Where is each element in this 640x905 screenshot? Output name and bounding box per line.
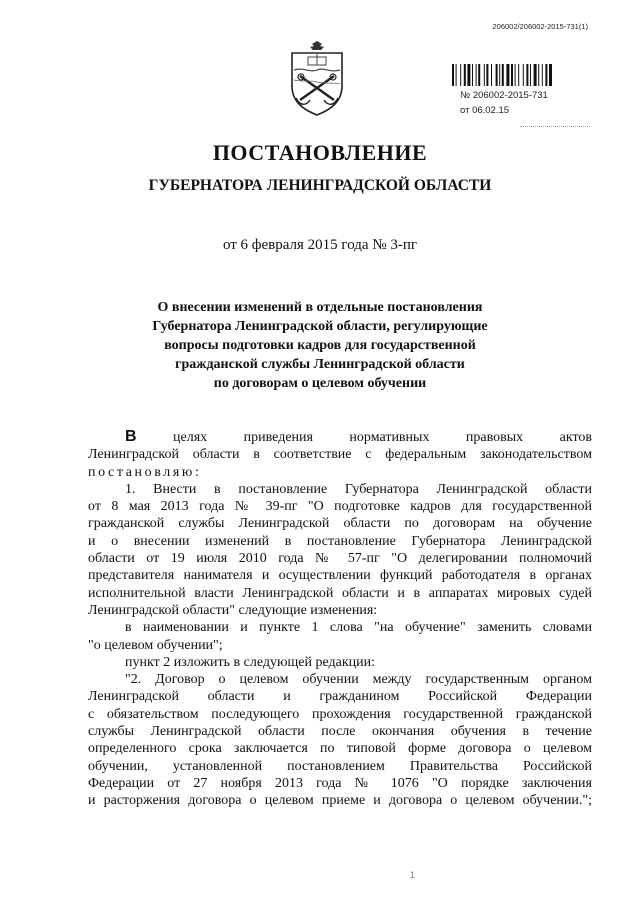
body-line: Ленинградской области в соответствие с федеральным законодательством bbox=[88, 447, 592, 463]
body-line: определенного срока заключается по типовой форме договора о целевом bbox=[88, 741, 592, 757]
body-line: с обязательством последующего прохождения государственной гражданской bbox=[88, 706, 592, 722]
body-line: службы Ленинградской области после окончания обучения в течение bbox=[88, 724, 592, 740]
dotted-divider bbox=[520, 126, 590, 127]
body-line: Ленинградской области и гражданином Российской Федерации bbox=[88, 689, 592, 705]
body-line: и расторжения договора о целевом приеме и договора о целевом обучении."; bbox=[88, 793, 592, 809]
subject-line: по договорам о целевом обучении bbox=[213, 376, 427, 391]
subject-line: вопросы подготовки кадров для государственной bbox=[164, 338, 476, 353]
issuer-subtitle: ГУБЕРНАТОРА ЛЕНИНГРАДСКОЙ ОБЛАСТИ bbox=[148, 177, 492, 194]
body-line: от 8 мая 2013 года № 39-пг "О подготовке кадров для государственной bbox=[88, 499, 592, 515]
decree-body bbox=[88, 428, 592, 810]
body-line: в наименовании и пункте 1 слова "на обучение" заменить словами bbox=[125, 620, 592, 636]
body-line: обучении, установленной постановлением Правительства Российской bbox=[88, 758, 592, 774]
body-line: и о внесении изменений в постановление Губернатора Ленинградской bbox=[88, 533, 592, 549]
body-line: пункт 2 изложить в следующей редакции: bbox=[125, 654, 375, 670]
body-line: исполнительной власти Ленинградской области и в аппаратах мировых судей bbox=[88, 585, 592, 601]
document-id: 206002/206002-2015-731(1) bbox=[492, 22, 588, 31]
body-line: представителя нанимателя и осуществлении функций работодателя в органах bbox=[88, 568, 592, 584]
body-line: 1. Внести в постановление Губернатора Ленинградской области bbox=[125, 481, 592, 497]
subject-line: гражданской службы Ленинградской области bbox=[175, 357, 465, 372]
barcode bbox=[452, 64, 590, 86]
body-line: области от 19 июля 2010 года № 57-пг "О делегировании полномочий bbox=[88, 551, 592, 567]
subject-line: О внесении изменений в отдельные постановления bbox=[157, 300, 483, 315]
decree-date: от 6 февраля 2015 года № 3-пг bbox=[222, 237, 418, 253]
body-line: В целях приведения нормативных правовых актов bbox=[125, 428, 593, 445]
registration-number: № 206002-2015-731 bbox=[460, 90, 548, 101]
page-title: ПОСТАНОВЛЕНИЕ bbox=[212, 140, 428, 165]
decree-subject bbox=[120, 298, 520, 393]
body-line: "о целевом обучении"; bbox=[88, 637, 223, 653]
registration-date: от 06.02.15 bbox=[460, 105, 510, 116]
body-line: постановляю: bbox=[88, 464, 202, 480]
body-line: "2. Договор о целевом обучении между государственным органом bbox=[125, 672, 592, 688]
body-line: Федерации от 27 ноября 2013 года № 1076 "О порядке заключения bbox=[88, 775, 592, 791]
coat-of-arms-icon bbox=[286, 40, 348, 116]
body-line: гражданской службы Ленинградской области по договорам на обучение bbox=[88, 516, 592, 532]
body-line: Ленинградской области" следующие изменения: bbox=[88, 602, 378, 618]
page-mark: 1 bbox=[410, 870, 416, 880]
subject-line: Губернатора Ленинградской области, регулирующие bbox=[152, 319, 488, 334]
